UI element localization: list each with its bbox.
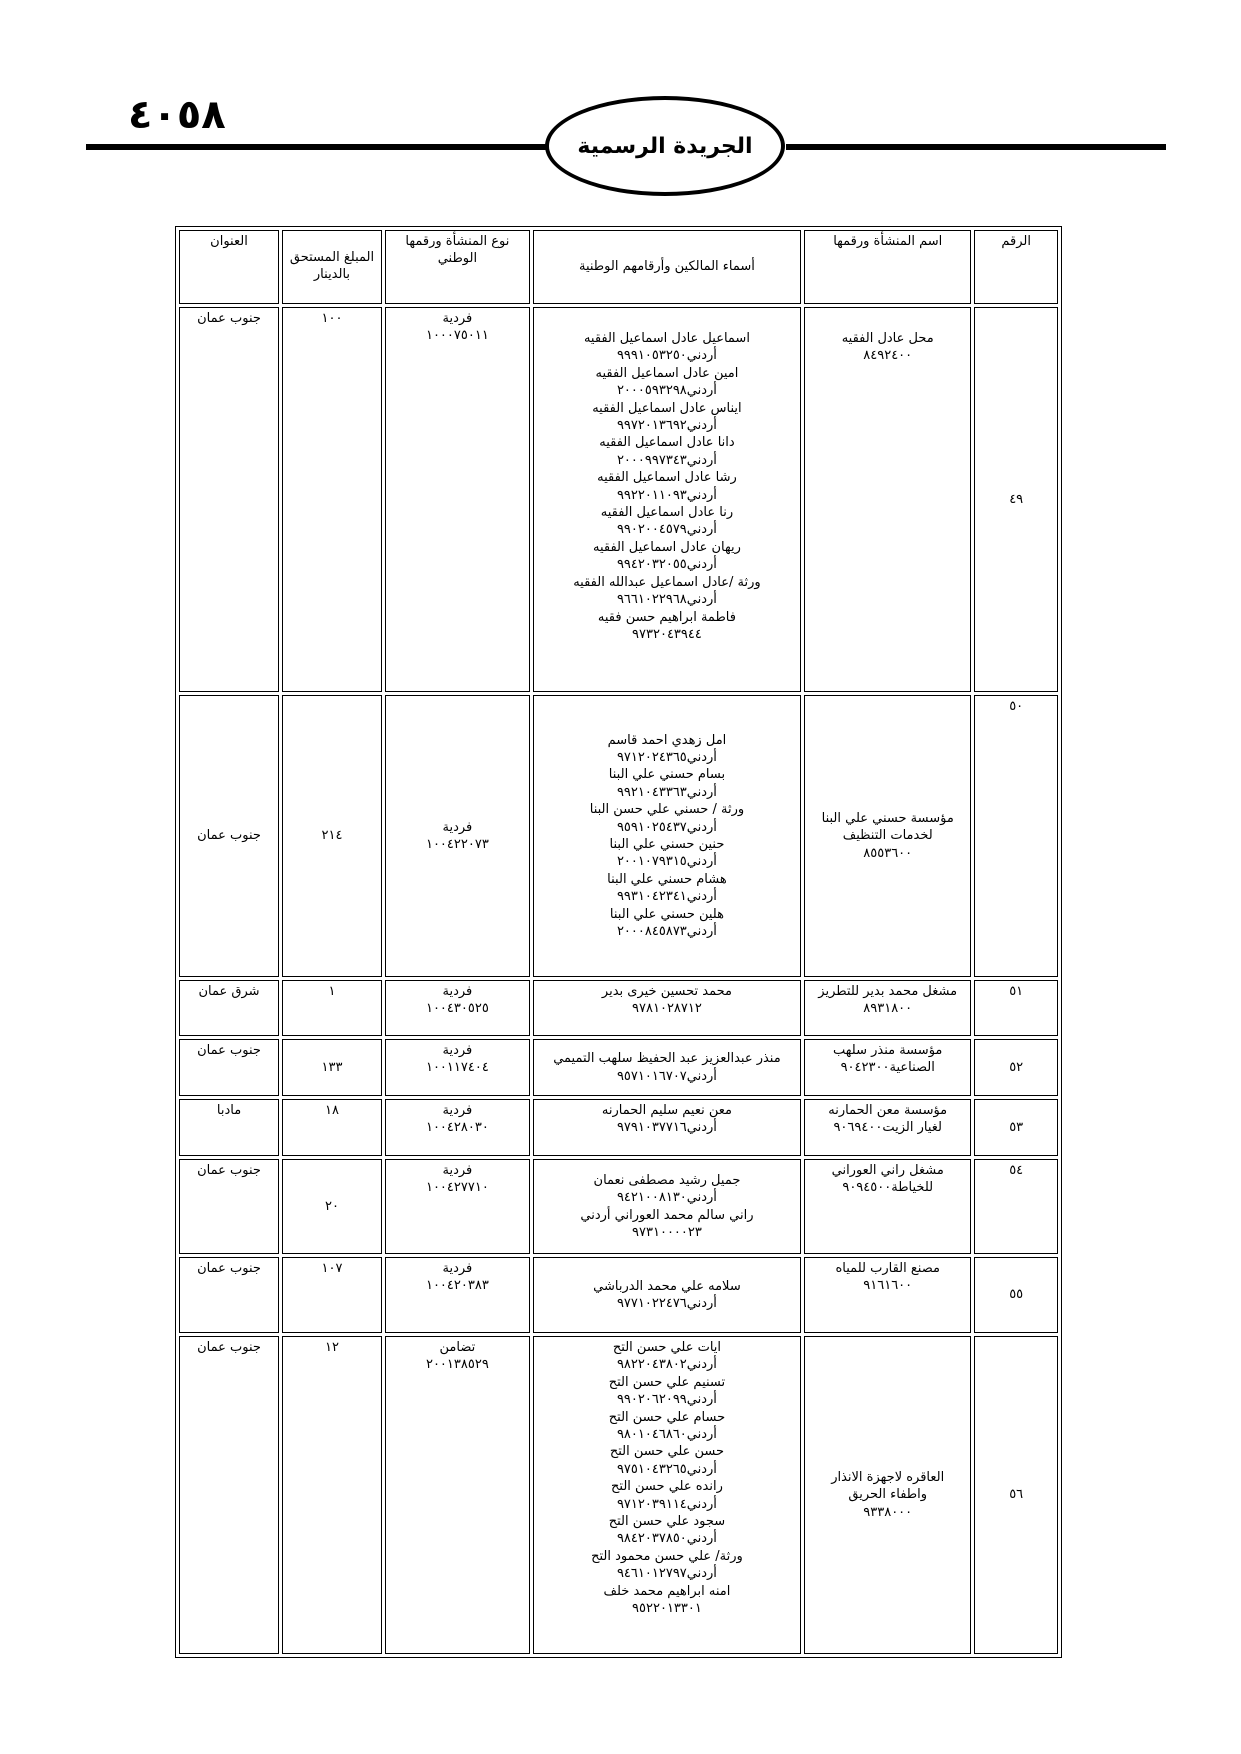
- cell-amount: ١٠٧: [282, 1257, 382, 1333]
- table-row: [179, 1257, 1058, 1333]
- name-line: لغيار الزيت٩٠٦٩٤٠٠: [833, 1120, 942, 1136]
- owners-line: أردني٩٤٦١٠١٢٧٩٧: [616, 1566, 717, 1582]
- owners-line: ريهان عادل اسماعيل الفقيه: [593, 539, 741, 555]
- cell-address: جنوب عمان: [179, 695, 279, 977]
- name-line: ٨٥٥٣٦٠٠: [863, 845, 913, 861]
- name-line: مشغل محمد بدير للتطريز: [818, 984, 958, 999]
- owners-line: أردني٩٩٢١٠٤٣٣٦٣: [616, 784, 717, 800]
- owners-line: معن نعيم سليم الحمارنه: [601, 1103, 732, 1118]
- owners-line: أردني٩٦٦١٠٢٢٩٦٨: [616, 592, 717, 608]
- type-line: ١٠٠٠٧٥٠١١: [425, 328, 489, 344]
- owners-line: أردني٩٩٠٢٠٠٤٥٧٩: [616, 522, 717, 538]
- owners-line: أردني٩٧١٢٠٣٩١١٤: [616, 1496, 717, 1512]
- name-line: ٩٣٣٨٠٠٠: [863, 1504, 913, 1520]
- cell-type: [385, 1039, 530, 1096]
- table-row: [179, 1336, 1058, 1654]
- cell-num: ٥٢: [974, 1039, 1058, 1096]
- cell-amount: ١٣٣: [282, 1039, 382, 1096]
- cell-type: [385, 1257, 530, 1333]
- cell-num: ٥٤: [974, 1159, 1058, 1254]
- owners-line: اسماعيل عادل اسماعيل الفقيه: [583, 331, 750, 346]
- owners-line: أردني٩٤٢١٠٠٨١٣٠: [616, 1190, 717, 1206]
- cell-num: ٥٦: [974, 1336, 1058, 1654]
- header-amount: المبلغ المستحق بالدينار: [282, 230, 382, 304]
- owners-line: أردني٢٠٠٠٨٤٥٨٧٣: [616, 924, 717, 940]
- cell-name: [804, 1257, 971, 1333]
- cell-name: [804, 307, 971, 692]
- cell-type: [385, 307, 530, 692]
- page-number: ٤٠٥٨: [128, 92, 226, 138]
- header-num: الرقم: [974, 230, 1058, 304]
- owners-line: أردني٢٠٠٠٩٩٧٣٤٣: [616, 452, 717, 468]
- type-line: فردية: [442, 1261, 473, 1276]
- owners-line: هشام حسني علي البنا: [607, 871, 727, 887]
- owners-line: امين عادل اسماعيل الفقيه: [595, 365, 739, 381]
- type-line: تضامن: [439, 1340, 476, 1355]
- cell-num: ٥٥: [974, 1257, 1058, 1333]
- type-line: ١٠٠٤٢٠٣٨٣: [425, 1278, 489, 1294]
- owners-line: حنين حسني علي البنا: [609, 837, 725, 852]
- cell-type: [385, 1099, 530, 1156]
- name-line: مؤسسة حسني علي البنا: [821, 810, 954, 826]
- owners-line: أردني٩٥٩١٠٢٥٤٣٧: [616, 819, 717, 835]
- header-type: نوع المنشأة ورقمها الوطني: [385, 230, 530, 304]
- cell-name: [804, 695, 971, 977]
- cell-type: [385, 695, 530, 977]
- cell-name: [804, 1336, 971, 1654]
- table-row: [179, 1039, 1058, 1096]
- table-row: [179, 307, 1058, 692]
- type-line: ١٠٠٤٢٢٠٧٣: [425, 837, 489, 852]
- owners-line: منذر عبدالعزيز عبد الحفيظ سلهب التميمي: [553, 1051, 781, 1067]
- cell-owners: [533, 1039, 801, 1096]
- cell-owners: [533, 1336, 801, 1654]
- cell-amount: ١٠٠: [282, 307, 382, 692]
- owners-line: ورثة /عادل اسماعيل عبدالله الفقيه: [573, 574, 761, 590]
- cell-address: مادبا: [179, 1099, 279, 1156]
- owners-line: دانا عادل اسماعيل الفقيه: [599, 435, 735, 451]
- cell-amount: ١٢: [282, 1336, 382, 1654]
- owners-line: أردني٩٨٢٢٠٤٣٨٠٢: [616, 1357, 717, 1373]
- owners-line: أردني٩٩٠٢٠٦٢٠٩٩: [616, 1392, 717, 1408]
- owners-line: ٩٧٨١٠٢٨٧١٢: [632, 1001, 702, 1017]
- gazette-title: الجريدة الرسمية: [577, 133, 753, 159]
- type-line: فردية: [442, 311, 473, 326]
- owners-line: سلامه علي محمد الدرباشي: [593, 1278, 741, 1294]
- owners-line: أردني٩٥٧١٠١٦٧٠٧: [616, 1068, 717, 1084]
- owners-line: أردني٩٩٢٢٠١١٠٩٣: [616, 487, 717, 503]
- cell-owners: [533, 307, 801, 692]
- header-name: اسم المنشأة ورقمها: [804, 230, 971, 304]
- owners-line: رنا عادل اسماعيل الفقيه: [600, 505, 734, 521]
- table-row: [179, 1099, 1058, 1156]
- owners-line: فاطمة ابراهيم حسن فقيه: [597, 609, 736, 625]
- cell-type: [385, 1159, 530, 1254]
- name-line: العاقره لاجهزة الانذار: [831, 1469, 945, 1485]
- owners-line: امل زهدي احمد قاسم: [607, 732, 727, 748]
- type-line: فردية: [442, 1163, 473, 1178]
- owners-line: امنه ابراهيم محمد خلف: [603, 1583, 731, 1599]
- owners-line: ٩٥٢٢٠١٣٣٠١: [632, 1601, 702, 1617]
- owners-line: هلين حسني علي البنا: [609, 906, 724, 922]
- type-line: فردية: [442, 1043, 473, 1058]
- type-line: ١٠٠٤٢٨٠٣٠: [425, 1120, 489, 1136]
- table-header-row: [179, 230, 1058, 304]
- cell-amount: ٢١٤: [282, 695, 382, 977]
- cell-num: ٥٠: [974, 695, 1058, 977]
- cell-name: [804, 1159, 971, 1254]
- name-line: مشغل راني العوراني: [831, 1163, 944, 1178]
- name-line: لخدمات التنظيف: [842, 828, 933, 844]
- cell-owners: [533, 1257, 801, 1333]
- header-rule-left: [86, 144, 548, 150]
- type-line: فردية: [442, 1103, 473, 1118]
- owners-line: ايناس عادل اسماعيل الفقيه: [592, 400, 742, 416]
- cell-name: [804, 1039, 971, 1096]
- cell-address: جنوب عمان: [179, 1257, 279, 1333]
- cell-num: ٥١: [974, 980, 1058, 1036]
- cell-type: [385, 1336, 530, 1654]
- type-line: ١٠٠١١٧٤٠٤: [425, 1060, 489, 1076]
- owners-line: رانده علي حسن التح: [611, 1479, 723, 1495]
- name-line: الصناعية٩٠٤٢٣٠٠: [840, 1060, 935, 1076]
- cell-owners: [533, 695, 801, 977]
- cell-amount: ١٨: [282, 1099, 382, 1156]
- name-line: ٨٤٩٢٤٠٠: [863, 348, 913, 364]
- type-line: ١٠٠٤٣٠٥٢٥: [425, 1001, 489, 1017]
- header-owners: أسماء المالكين وأرقامهم الوطنية: [533, 230, 801, 304]
- table-row: [179, 695, 1058, 977]
- owners-line: أردني٩٩٩١٠٥٣٢٥٠: [616, 348, 717, 364]
- name-line: ٨٩٣١٨٠٠: [863, 1001, 913, 1017]
- owners-line: أردني٩٧٧١٠٢٢٤٧٦: [616, 1296, 717, 1311]
- cell-owners: [533, 980, 801, 1036]
- cell-num: ٥٣: [974, 1099, 1058, 1156]
- owners-line: أردني٩٩٧٢٠١٣٦٩٢: [616, 418, 717, 434]
- header-address: العنوان: [179, 230, 279, 304]
- cell-owners: [533, 1099, 801, 1156]
- establishments-table: [175, 226, 1062, 1658]
- owners-line: جميل رشيد مصطفى نعمان: [593, 1172, 741, 1188]
- owners-line: أردني٩٨٤٢٠٣٧٨٥٠: [616, 1531, 717, 1547]
- name-line: مؤسسة معن الحمارنه: [828, 1103, 948, 1118]
- cell-type: [385, 980, 530, 1036]
- table-row: [179, 980, 1058, 1036]
- name-line: مصنع القارب للمياه: [835, 1261, 940, 1276]
- owners-line: ورثة / حسني علي حسن البنا: [589, 802, 745, 818]
- cell-address: جنوب عمان: [179, 1039, 279, 1096]
- name-line: للخياطة٩٠٩٤٥٠٠: [842, 1180, 934, 1196]
- cell-owners: [533, 1159, 801, 1254]
- owners-line: ٩٧٣٢٠٤٣٩٤٤: [632, 626, 702, 642]
- cell-address: جنوب عمان: [179, 1159, 279, 1254]
- owners-line: تسنيم علي حسن التح: [608, 1374, 726, 1390]
- owners-line: أردني٩٩٣١٠٤٢٣٤١: [616, 889, 717, 905]
- table-row: [179, 1159, 1058, 1254]
- gazette-title-oval: [545, 96, 785, 196]
- owners-line: سجود علي حسن التح: [608, 1514, 726, 1530]
- owners-line: ٩٧٣١٠٠٠٠٢٣: [632, 1224, 702, 1240]
- owners-line: حسن علي حسن التح: [609, 1444, 725, 1460]
- owners-line: أردني٩٨٠١٠٤٦٨٦٠: [616, 1427, 717, 1443]
- cell-address: جنوب عمان: [179, 1336, 279, 1654]
- owners-line: أردني٩٧٥١٠٤٣٢٦٥: [616, 1461, 717, 1477]
- owners-line: أردني٩٧١٢٠٢٤٣٦٥: [616, 749, 717, 765]
- header-rule-right: [786, 144, 1166, 150]
- cell-amount: ٢٠: [282, 1159, 382, 1254]
- owners-line: أردني٢٠٠٠٥٩٣٢٩٨: [616, 383, 717, 399]
- name-line: محل عادل الفقيه: [841, 331, 934, 346]
- owners-line: ايات علي حسن التح: [612, 1340, 722, 1355]
- owners-line: أردني٩٩٤٢٠٣٢٠٥٥: [616, 557, 717, 573]
- type-line: ١٠٠٤٢٧٧١٠: [425, 1180, 489, 1196]
- owners-line: راني سالم محمد العوراني أردني: [580, 1207, 754, 1223]
- owners-line: رشا عادل اسماعيل الفقيه: [597, 470, 737, 486]
- type-line: فردية: [442, 819, 473, 835]
- name-line: ٩١٦١٦٠٠: [863, 1278, 913, 1294]
- owners-line: أردني٢٠٠١٠٧٩٣١٥: [616, 854, 717, 870]
- owners-line: حسام علي حسن التح: [608, 1409, 726, 1425]
- owners-line: محمد تحسين خيرى بدير: [601, 984, 732, 999]
- owners-line: أردني٩٧٩١٠٣٧٧١٦: [616, 1120, 717, 1136]
- cell-amount: ١: [282, 980, 382, 1036]
- type-line: ٢٠٠١٣٨٥٢٩: [425, 1357, 489, 1373]
- owners-line: بسام حسني علي البنا: [608, 767, 726, 783]
- cell-num: ٤٩: [974, 307, 1058, 692]
- cell-name: [804, 980, 971, 1036]
- cell-address: شرق عمان: [179, 980, 279, 1036]
- owners-line: ورثة/ علي حسن محمود التح: [591, 1548, 743, 1564]
- cell-name: [804, 1099, 971, 1156]
- type-line: فردية: [442, 984, 473, 999]
- cell-address: جنوب عمان: [179, 307, 279, 692]
- name-line: مؤسسة منذر سلهب: [833, 1043, 943, 1058]
- name-line: واطفاء الحريق: [848, 1487, 928, 1503]
